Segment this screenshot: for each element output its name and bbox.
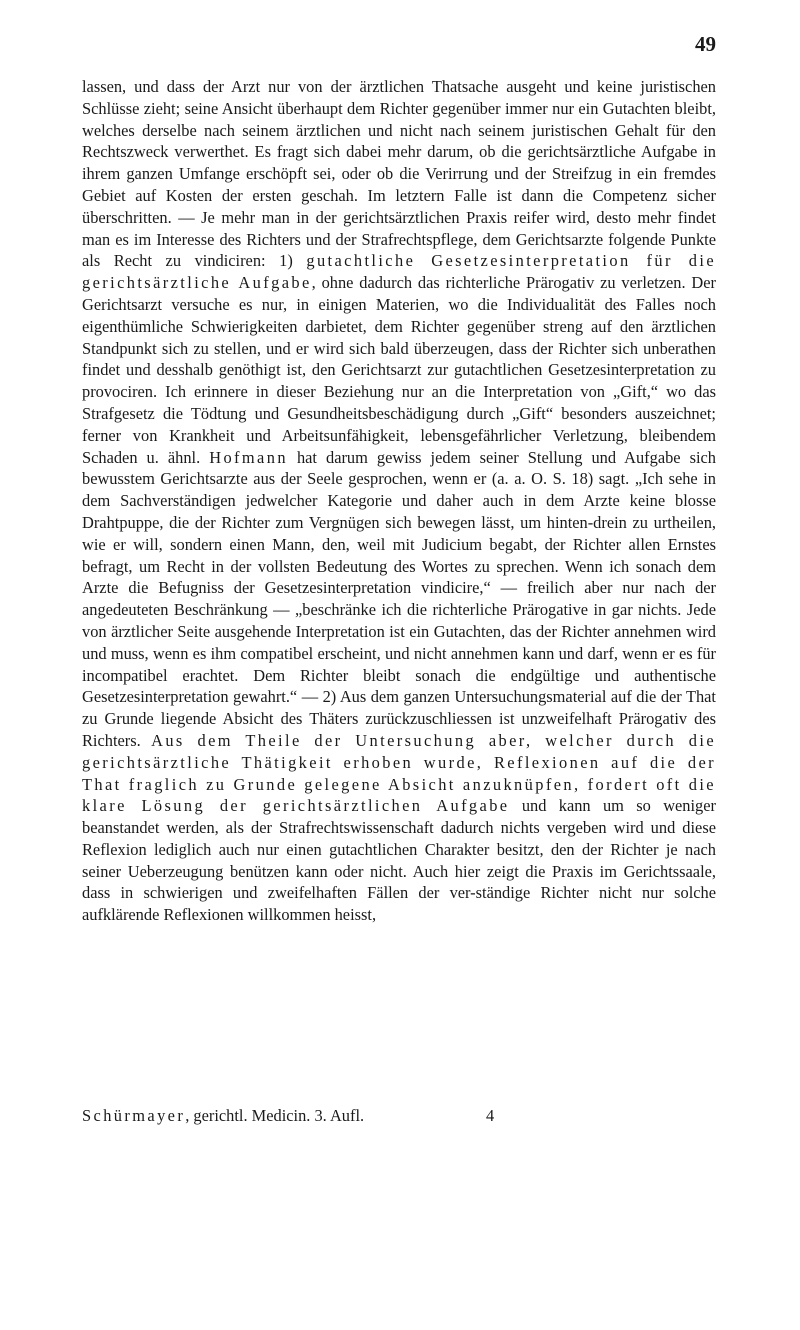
text-run: hat darum gewiss jedem seiner Stellung und Aufgabe sich bewusstem Gerichtsarzte aus der Seele gesprochen, wenn er (a. a. O. S. 18) sagt. „Ich sehe in dem Sachverständigen jedwelcher Kategorie und daher auch in dem Arzte keine blosse Drahtpuppe, die der Richter zum Vergnügen sich bewegen lässt, um hinten-drein zu urtheilen, wie er will, sondern einen Mann, den, weil mit Judicium begabt, der Richter allen Ernstes befragt, um Recht in der vollsten Bedeutung des Wortes zu sprechen. Wenn ich sonach dem Arzte die Befugniss der Gesetzesinterpretation vindicire,“ — freilich aber nur nach der angedeuteten Beschränkung — „beschränke ich die richterliche Prärogative in gar nichts. Jede von ärztlicher Seite ausgehende Interpretation ist ein Gutachten, das der Richter annehmen wird und muss, wenn es ihm compatibel erscheint, und nicht annehmen kann und darf, wenn er es für incompatibel erachtet. Dem Richter bleibt sonach die endgültige und authentische Gesetzesinterpretation gewahrt.“ — 2) Aus dem ganzen Untersuchungsmaterial auf die der That zu Grunde liegende Absicht des Thäters zurückzuschliessen ist unzweifelhaft Prärogativ des Richters.	[82, 447, 717, 750]
text-run: und kann um so weniger beanstandet werden, als der Strafrechtswissenschaft dadurch nichts vergeben wird und diese Reflexion lediglich auch nur einen gutachtlichen Charakter besitzt, den der Richter je nach seiner Ueberzeugung benützen kann oder nicht. Auch hier zeigt die Praxis im Gerichtssaale, dass in schwierigen und zweifelhaften Fällen der ver-ständige Richter nicht nur solche aufklärende Reflexionen willkommen heisst,	[82, 796, 716, 925]
text-run: lassen, und dass der Arzt nur von der ärztlichen Thatsache ausgeht und keine juristischen Schlüsse zieht; seine Ansicht überhaupt dem Richter gegenüber immer nur ein Gutachten bleibt, welches derselbe nach seinem ärztlichen und nicht nach seinem juristischen Gehalt für den Rechtszweck verwerthet. Es fragt sich dabei mehr darum, ob die gerichtsärztliche Aufgabe in ihrem ganzen Umfange erschöpft sei, oder ob die Verirrung und der Streifzug in ein fremdes Gebiet auf Kosten der ersten geschah. Im letztern Falle ist dann die Competenz sicher überschritten. — Je mehr man in der gerichtsärztlichen Praxis reifer wird, desto mehr findet man es im Interesse des Richters und der Strafrechtspflege, dem Gerichtsarzte folgende Punkte als Recht zu vindiciren: 1)	[82, 77, 716, 271]
emphasis-run: Hofmann	[209, 447, 288, 467]
emphasis-run: gutachtliche Gesetzesinterpretation für die gerichtsärztliche Aufgabe	[82, 251, 717, 293]
signature-mark: 4	[486, 1106, 495, 1125]
emphasis-run: Aus dem Theile der Untersuchung aber, welcher durch die gerichtsärztliche Thätigkeit erhoben wurde, Reflexionen auf die der That fraglich zu Grunde gelegene Absicht anzuknüpfen, fordert oft die klare Lösung der gerichtsärztlichen Aufgabe	[82, 730, 716, 816]
paragraph	[82, 76, 716, 926]
body-text	[82, 76, 716, 926]
page-number: 49	[695, 32, 716, 56]
footer-author: Schürmayer	[82, 1106, 186, 1125]
signature-footer	[82, 1105, 716, 1127]
text-run: , ohne dadurch das richterliche Prärogativ zu verletzen. Der Gerichtsarzt versuche es nur, in einigen Materien, wo die Individualität des Falles noch eigenthümliche Schwierigkeiten darbietet, dem Richter gegenüber streng auf den ärztlichen Standpunkt sich zu stellen, und er wird sich bald überzeugen, dass der Richter sich unberathen findet und desshalb genöthigt ist, den Gerichtsarzt zur gutachtlichen Gesetzesinterpretation zu provociren. Ich erinnere in dieser Beziehung nur an die Interpretation von „Gift,“ wo das Strafgesetz die Tödtung und Gesundheitsbeschädigung durch „Gift“ besonders auszeichnet; ferner von Krankheit und Arbeitsunfähigkeit, lebensgefährlicher Verletzung, bleibendem Schaden u. ähnl.	[82, 273, 716, 467]
footer-title: , gerichtl. Medicin. 3. Aufl.	[185, 1106, 365, 1125]
